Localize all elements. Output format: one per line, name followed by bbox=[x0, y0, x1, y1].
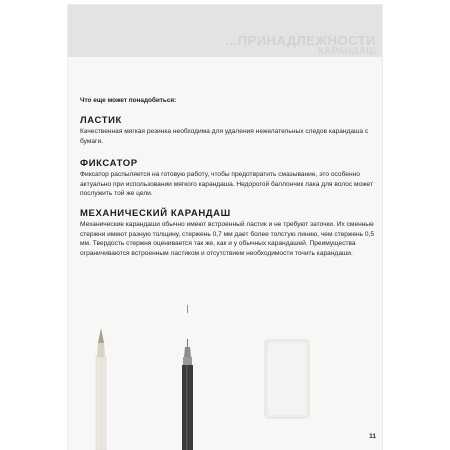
section-title: ФИКСАТОР bbox=[80, 158, 138, 169]
illustrations bbox=[68, 303, 382, 450]
section-body: Качественная мягкая резинка необходима для удаления нежелательных следов карандаша с бумаги. bbox=[80, 128, 369, 145]
section-mechanical-pencil bbox=[80, 208, 378, 258]
header-title: ...ПРИНАДЛЕЖНОСТИ bbox=[225, 33, 376, 48]
header-subtitle: КАРАНДАШ bbox=[318, 46, 376, 57]
section-title: МЕХАНИЧЕСКИЙ КАРАНДАШ bbox=[80, 208, 231, 219]
section-body: Фиксатор распыляется на готовую работу, чтобы предотвратить смазывание, это особенно актуально при использовании мягкого карандаша. Недорогой баллончик лака для волос может послужить той же цели. bbox=[80, 171, 373, 198]
section-eraser bbox=[80, 115, 378, 146]
eraser-illustration bbox=[265, 340, 309, 418]
wooden-pencil-illustration bbox=[96, 328, 106, 450]
page-number: 11 bbox=[369, 433, 376, 440]
intro-heading: Что еще может понадобиться: bbox=[80, 97, 177, 104]
book-page bbox=[68, 5, 382, 450]
section-fixative bbox=[80, 158, 378, 199]
section-body: Механические карандаши обычно имеют встроенный ластик и не требуют заточки. Их сменные стержни имеют разную толщину, стержень 0,7 мм дает более толстую линию, чем стержень 0,5 мм. Твердость стержня оценивается так же, как и у обычных карандашей. Преимущества ограничиваются встроенным ластиком и отсутствием необходимости точить карандаши. bbox=[80, 221, 375, 257]
mechanical-pencil-illustration bbox=[182, 305, 193, 450]
section-title: ЛАСТИК bbox=[80, 115, 122, 126]
header-band bbox=[68, 5, 382, 57]
